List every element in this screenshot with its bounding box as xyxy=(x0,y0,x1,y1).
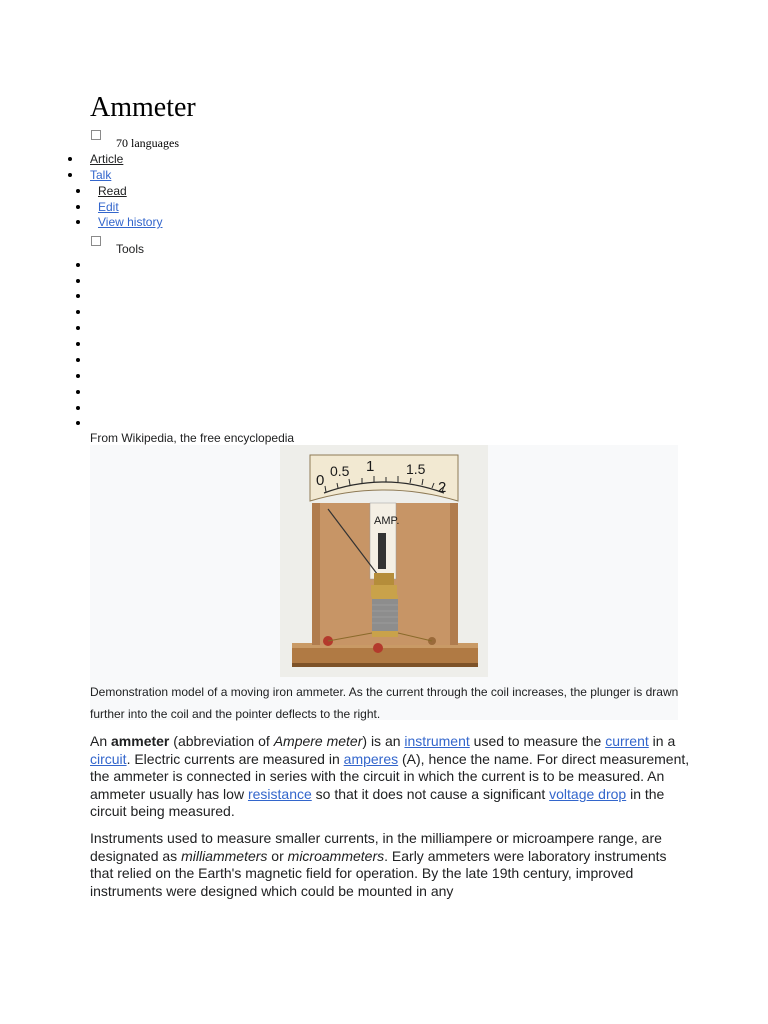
figure-caption: Demonstration model of a moving iron ammeter. As the current through the coil increases, the plunger is drawn further into the coil and the pointer deflects to the right. xyxy=(90,685,679,721)
tools-item-bullet-icon xyxy=(76,294,80,298)
bullet-icon xyxy=(76,220,80,224)
link-resistance[interactable]: resistance xyxy=(247,785,312,802)
tools-checkbox[interactable] xyxy=(91,236,101,246)
scale-label: 1 xyxy=(366,458,375,475)
tools-item-bullet-icon xyxy=(76,263,80,267)
tab-article[interactable]: Article xyxy=(90,152,124,166)
ammeter-photo[interactable] xyxy=(280,445,488,677)
scale-label: 2 xyxy=(438,479,447,496)
tab-view-history[interactable]: View history xyxy=(98,215,163,229)
paragraph-intro: An ammeter (abbreviation of Ampere meter) is an instrument used to measure the current in a circuit. Electric currents are measured in amperes (A), hence the name. For direct measurement, the ammeter is connected in series with the circuit in which the current is to be measured. An ammeter usually has low resistance so that it does not cause a significant voltage drop in the circuit being measured. xyxy=(90,733,690,820)
tools-item-bullet-icon xyxy=(76,342,80,346)
link-current[interactable]: current xyxy=(605,733,649,749)
languages-checkbox[interactable] xyxy=(91,130,101,140)
scale-label: 1.5 xyxy=(406,461,426,477)
bullet-icon xyxy=(68,173,72,177)
tab-talk[interactable]: Talk xyxy=(90,168,112,182)
site-tagline: From Wikipedia, the free encyclopedia xyxy=(90,431,295,445)
tab-edit[interactable]: Edit xyxy=(98,200,119,214)
amp-plate-label: AMP. xyxy=(374,515,400,527)
link-instrument[interactable]: instrument xyxy=(404,733,470,749)
link-amperes[interactable]: amperes xyxy=(343,750,399,767)
paragraph-history: Instruments used to measure smaller currents, in the milliampere or microampere range, are designated as milliammeters or microammeters. Early ammeters were laboratory instruments that relied on the Earth's magnetic field for operation. By the late 19th century, improved instruments were designed which could be mounted in any xyxy=(90,830,667,899)
bullet-icon xyxy=(76,205,80,209)
tools-item-bullet-icon xyxy=(76,406,80,410)
bullet-icon xyxy=(68,157,72,161)
tools-item-bullet-icon xyxy=(76,279,80,283)
tools-item-bullet-icon xyxy=(76,421,80,425)
tab-read[interactable]: Read xyxy=(98,184,127,198)
scale-label: 0.5 xyxy=(330,463,350,479)
link-voltage-drop[interactable]: voltage drop xyxy=(549,785,627,802)
tools-item-bullet-icon xyxy=(76,390,80,394)
term-ammeter: ammeter xyxy=(111,733,170,749)
tools-item-bullet-icon xyxy=(76,374,80,378)
page-title: Ammeter xyxy=(90,92,196,123)
scale-label: 0 xyxy=(316,472,325,489)
tools-label[interactable]: Tools xyxy=(116,242,145,256)
tools-item-bullet-icon xyxy=(76,358,80,362)
bullet-icon xyxy=(76,189,80,193)
tools-item-bullet-icon xyxy=(76,326,80,330)
tools-item-bullet-icon xyxy=(76,310,80,314)
languages-label[interactable]: 70 languages xyxy=(116,136,179,150)
link-circuit[interactable]: circuit xyxy=(90,750,127,767)
